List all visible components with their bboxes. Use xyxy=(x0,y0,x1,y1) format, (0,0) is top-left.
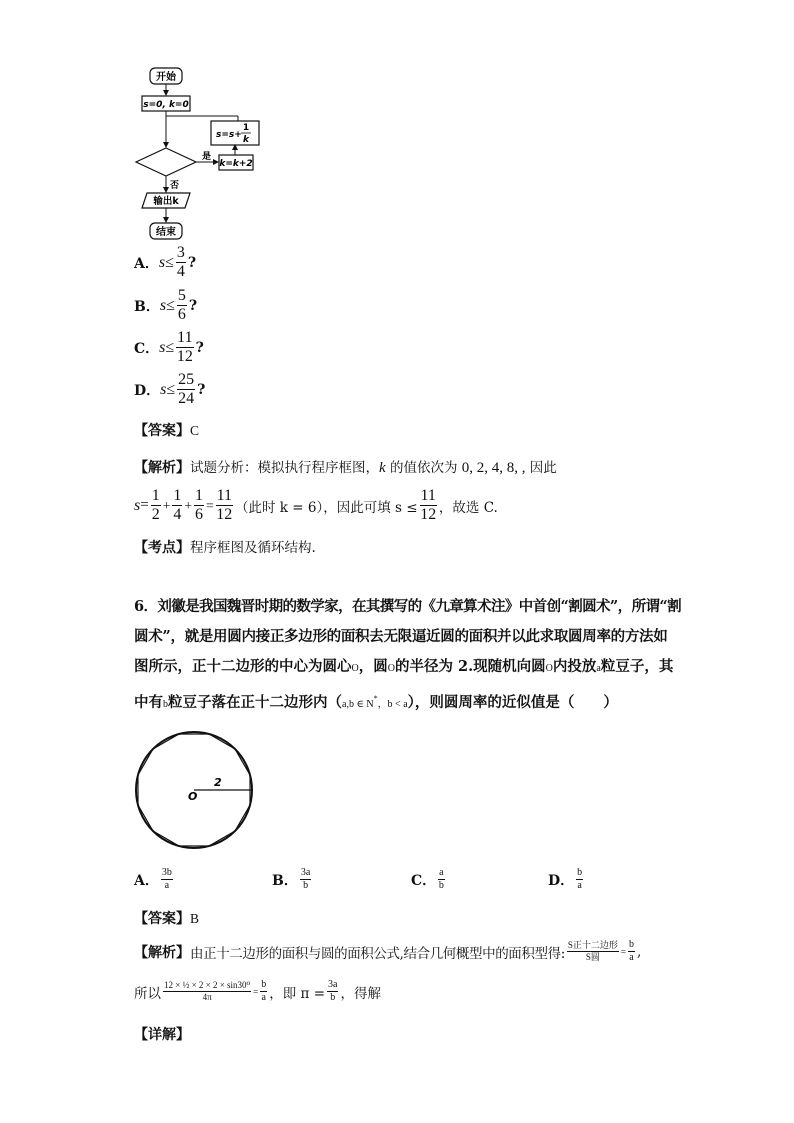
q5-option-c xyxy=(134,330,204,365)
q6-line4-b: 粒豆子落在正十二边形内（ xyxy=(168,693,342,711)
var-o: O xyxy=(351,663,359,674)
option-qmark: ? xyxy=(188,297,198,314)
frac-den: 2 xyxy=(151,506,160,523)
fraction-3 xyxy=(194,488,204,523)
frac-den: a xyxy=(261,992,266,1003)
q6-line3-b: ，圆 xyxy=(358,658,388,675)
frac-num: a xyxy=(439,867,444,878)
frac-num: 11 xyxy=(420,487,436,504)
frac-den: 24 xyxy=(178,390,195,407)
q6-analysis-line2 xyxy=(134,980,381,1003)
var-o: O xyxy=(545,663,553,674)
sequence: 0, 2, 4, 8, , xyxy=(461,460,526,476)
analysis-text: 试题分析：模拟执行程序框图， xyxy=(190,460,379,476)
frac-den: a xyxy=(577,880,582,891)
q5-analysis-line1 xyxy=(134,456,557,477)
q6-line3-d: 内投放 xyxy=(552,658,597,675)
option-fraction xyxy=(177,288,187,323)
fraction-5 xyxy=(420,488,437,523)
option-letter: A． xyxy=(134,872,159,889)
frac-den: S圆 xyxy=(585,952,600,962)
q6-option-b xyxy=(272,868,313,891)
q6-line3-c: 的半径为 2.现随机向圆 xyxy=(394,658,546,675)
analysis-tag: 【解析】 xyxy=(134,944,190,961)
frac-den: 6 xyxy=(177,306,186,323)
q6-line3-a: 图所示，正十二边形的中心为圆心 xyxy=(134,658,352,675)
flowchart-decision xyxy=(136,148,196,176)
flowchart-update-s-num: 1 xyxy=(242,123,250,133)
frac-num: 3a xyxy=(300,867,311,878)
fraction-b-a xyxy=(260,980,267,1003)
analysis-text-2b: ，即 π = xyxy=(269,985,326,1002)
frac-den: 4π xyxy=(202,992,212,1002)
frac-num: 1 xyxy=(194,487,203,504)
flowchart-init-label: s=0, k=0 xyxy=(143,100,189,110)
analysis-text-c: 因此 xyxy=(525,460,557,476)
option-fraction xyxy=(161,868,173,891)
q5-kaodian xyxy=(134,536,316,557)
equals-sign: = xyxy=(253,986,259,997)
fraction-2 xyxy=(172,488,182,523)
answer-tag: 【答案】 xyxy=(134,423,190,439)
option-var: s≤ xyxy=(159,338,175,356)
frac-num: 1 xyxy=(173,487,182,504)
q6-line1: 6．刘徽是我国魏晋时期的数学家，在其撰写的《九章算术注》中首创“割圆术”，所谓“割 xyxy=(134,598,682,615)
equals-sign: = xyxy=(620,946,626,957)
option-var: s≤ xyxy=(158,253,174,271)
frac-den: a xyxy=(629,952,634,963)
frac-den: 12 xyxy=(420,506,437,523)
frac-num: 25 xyxy=(178,371,195,388)
option-qmark: ? xyxy=(197,381,206,398)
q6-option-d xyxy=(548,868,585,891)
q5-option-b xyxy=(134,288,197,323)
q6-line4-c: ），则圆周率的近似值是（ ） xyxy=(407,693,618,711)
q5-answer xyxy=(134,420,199,440)
q6-question xyxy=(134,592,682,720)
frac-num: b xyxy=(577,867,583,878)
analysis-text-2c: ，得解 xyxy=(340,985,381,1002)
option-var: s≤ xyxy=(160,380,176,398)
q6-line3 xyxy=(134,652,674,684)
ratio-fraction xyxy=(567,941,619,962)
q6-option-c xyxy=(411,868,447,891)
frac-den: b xyxy=(330,992,336,1003)
q6-line4-a: 中有 xyxy=(134,693,163,711)
dodecagon-figure xyxy=(132,728,256,852)
frac-num: 3a xyxy=(328,979,338,990)
option-letter: D． xyxy=(548,872,575,889)
fraction-4 xyxy=(216,488,233,523)
frac-den: 12 xyxy=(216,506,233,523)
q6-line2: 圆术”，就是用圆内接正多边形的面积去无限逼近圆的面积并以此求取圆周率的方法如 xyxy=(134,628,668,645)
flowchart-no-label: 否 xyxy=(170,181,180,191)
detail-tag: 【详解】 xyxy=(134,1027,190,1043)
tail-text: ，故选 C. xyxy=(438,499,498,516)
flowchart xyxy=(128,64,268,244)
q5-analysis-sum: s = $\frac{1}{2}$ + $\frac{1}{4}$ + $\frac{1}{6}$ = $\frac{11}{12}$ （此时 k = 6），因此可填 s ≤ $\frac{11}{12}$ ，故选 C. xyxy=(134,487,498,523)
kaodian-tag: 【考点】 xyxy=(134,540,190,556)
q5-option-d xyxy=(134,372,205,407)
fraction-1 xyxy=(151,488,161,523)
var-o: O xyxy=(387,663,395,674)
frac-num: 3 xyxy=(176,244,185,261)
var-a: a xyxy=(596,663,601,674)
flowchart-update-s-label: s=s+ xyxy=(216,130,242,140)
flowchart-end-label: 结束 xyxy=(156,227,176,238)
frac-den: 6 xyxy=(194,506,203,523)
kaodian-text: 程序框图及循环结构. xyxy=(190,540,316,556)
frac-den: b xyxy=(438,880,444,891)
frac-num: 3b xyxy=(161,867,172,878)
analysis-text: 由正十二边形的面积与圆的面积公式,结合几何概型中的面积型得: xyxy=(190,945,565,962)
condition: a,b ∈ N xyxy=(342,698,374,710)
var-k: k xyxy=(379,460,386,476)
answer-tag: 【答案】 xyxy=(134,911,190,927)
analysis-tag: 【解析】 xyxy=(134,460,190,476)
q6-answer xyxy=(134,908,199,928)
frac-num: S正十二边形 xyxy=(567,940,618,950)
q6-line3-e: 粒豆子，其 xyxy=(600,658,674,675)
frac-den: 4 xyxy=(176,263,185,280)
option-letter: C． xyxy=(134,340,160,357)
option-fraction xyxy=(176,330,193,365)
frac-num: 11 xyxy=(177,329,193,346)
option-letter: A． xyxy=(134,255,159,272)
frac-num: 12 × ½ × 2 × 2 × sin30⁰ xyxy=(164,980,251,990)
flowchart-output-label: 输出k xyxy=(153,196,179,207)
flowchart-update-s-den: k xyxy=(243,135,249,145)
equals-sign: = xyxy=(140,497,149,513)
answer-value: B xyxy=(190,911,200,926)
option-qmark: ? xyxy=(195,339,204,356)
option-letter: B． xyxy=(272,872,298,889)
frac-num: 11 xyxy=(216,487,232,504)
frac-num: 1 xyxy=(151,487,160,504)
frac-den: 4 xyxy=(173,506,182,523)
answer-value: C xyxy=(190,423,200,438)
star: * xyxy=(373,694,378,703)
q6-line4 xyxy=(134,684,664,720)
option-letter: B． xyxy=(134,298,160,315)
option-letter: C． xyxy=(411,872,437,889)
option-var: s≤ xyxy=(159,296,175,314)
frac-num: b xyxy=(261,979,267,990)
option-letter: D． xyxy=(134,382,161,399)
option-fraction xyxy=(300,868,311,891)
center-label: O xyxy=(188,790,198,803)
option-fraction xyxy=(576,868,583,891)
flowchart-start-label: 开始 xyxy=(156,72,176,83)
q6-option-a xyxy=(134,868,175,891)
analysis-text-2: 所以 xyxy=(134,985,161,1002)
option-fraction xyxy=(176,245,186,280)
fraction-3a-b xyxy=(327,980,338,1003)
condition-2: ，b < a xyxy=(377,698,408,710)
frac-den: b xyxy=(303,880,309,891)
option-qmark: ? xyxy=(187,254,197,271)
option-fraction xyxy=(438,868,444,891)
frac-num: 5 xyxy=(177,287,186,304)
frac-den: a xyxy=(164,880,170,891)
paren-text: （此时 k = 6），因此可填 s ≤ xyxy=(234,499,418,516)
flowchart-update-k-label: k=k+2 xyxy=(219,159,253,169)
q6-analysis-line1 xyxy=(134,940,641,963)
radius-label: 2 xyxy=(214,776,222,789)
analysis-text-b: 的值依次为 xyxy=(385,460,462,476)
comma: , xyxy=(636,943,642,960)
q5-option-a xyxy=(134,245,196,280)
big-fraction xyxy=(163,981,251,1002)
frac-den: 12 xyxy=(176,348,193,365)
frac-num: b xyxy=(628,939,634,950)
flowchart-yes-label: 是 xyxy=(202,152,212,162)
option-fraction xyxy=(177,372,195,407)
ratio-fraction-2 xyxy=(628,940,635,963)
var-b: b xyxy=(163,698,168,710)
var-s: s xyxy=(134,496,141,514)
